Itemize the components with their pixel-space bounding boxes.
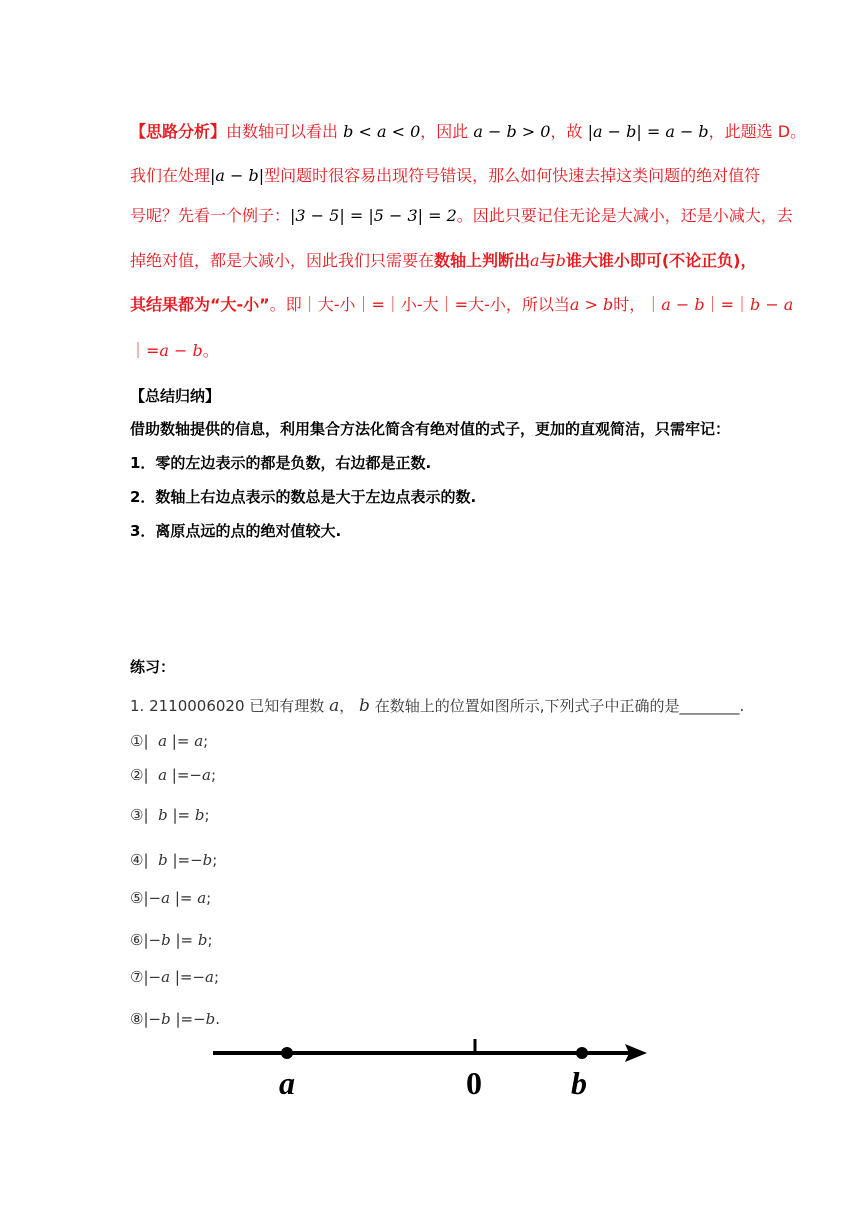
option-math: a	[194, 732, 204, 750]
option-7	[130, 968, 219, 986]
point-a	[281, 1047, 293, 1059]
analysis-emphasis: 数轴上判断出	[434, 251, 531, 270]
analysis-text: 。因此只要记住无论是大减小，还是小减大，去	[456, 206, 793, 225]
math-expression: |3 − 5| = |5 − 3| = 2	[290, 206, 457, 225]
option-8	[130, 1010, 220, 1028]
analysis-text: ，故	[550, 122, 583, 141]
option-equals: |=	[174, 968, 193, 986]
math-expression: a − b	[159, 341, 203, 360]
option-math: −b	[148, 1010, 171, 1028]
math-expression: b < a < 0	[343, 122, 421, 141]
option-3	[130, 806, 210, 824]
analysis-line-6	[130, 341, 219, 361]
summary-point: 2．数轴上右边点表示的数总是大于左边点表示的数.	[130, 488, 477, 506]
option-5	[130, 889, 211, 907]
option-2	[130, 766, 216, 784]
analysis-text: ｜=	[130, 341, 160, 360]
math-variable: b	[359, 696, 370, 716]
option-math: b	[194, 806, 205, 824]
analysis-text: 号呢？先看一个例子：	[130, 206, 291, 225]
option-4	[130, 851, 217, 869]
analysis-text: ，此题选 D。	[708, 122, 807, 141]
summary-intro: 借助数轴提供的信息，利用集合方法化简含有绝对值的式子，更加的直观简洁，只需牢记：	[130, 420, 731, 438]
option-number: ⑧|	[130, 1010, 149, 1028]
label-b: b	[571, 1065, 587, 1101]
analysis-line-5	[130, 295, 793, 315]
analysis-text: ，因此	[420, 122, 469, 141]
option-math: −b	[190, 851, 213, 869]
question-suffix: 在数轴上的位置如图所示,下列式子中正确的是________.	[374, 697, 745, 715]
option-1	[130, 732, 208, 750]
option-equals: |=	[172, 851, 191, 869]
analysis-emphasis: 谁大谁小即可(不论正负)，	[565, 251, 757, 270]
option-number: ⑤|	[130, 889, 149, 907]
option-number: ⑦|	[130, 968, 149, 986]
label-zero: 0	[466, 1065, 482, 1101]
analysis-text: 我们在处理	[130, 166, 211, 185]
analysis-line-3	[130, 206, 793, 226]
summary-point: 1．零的左边表示的都是负数，右边都是正数.	[130, 454, 432, 472]
analysis-text: 。	[202, 341, 219, 360]
option-math: b	[197, 931, 208, 949]
option-end: ;	[207, 931, 213, 949]
math-expression: b − a	[749, 295, 794, 314]
analysis-text: ｜=｜	[704, 295, 750, 314]
option-math: −a	[192, 968, 214, 986]
math-variable: a	[530, 251, 540, 270]
analysis-heading: 【思路分析】	[130, 122, 227, 141]
option-math: −a	[189, 766, 211, 784]
option-math: −a	[148, 889, 171, 907]
math-expression: a − b	[661, 295, 705, 314]
option-6	[130, 931, 213, 949]
analysis-text: 型问题时很容易出现符号错误，那么如何快速去掉这类问题的绝对值符	[264, 166, 761, 185]
analysis-text: 。即｜大-小｜=｜小-大｜=大-小，所以当	[269, 295, 570, 314]
question-text	[130, 695, 744, 716]
option-end: ;	[210, 766, 216, 784]
summary-title: 【总结归纳】	[130, 387, 221, 405]
option-equals: |=	[172, 806, 191, 824]
option-number: ①|	[130, 732, 149, 750]
practice-title: 练习：	[130, 658, 176, 676]
option-equals: |=	[175, 931, 194, 949]
analysis-text: 时，｜	[613, 295, 662, 314]
math-expression: |a − b|	[210, 166, 265, 185]
option-end: ;	[203, 732, 209, 750]
option-equals: |=	[171, 732, 190, 750]
number-line-figure	[205, 1036, 655, 1106]
option-end: ;	[212, 851, 218, 869]
math-expression: a − b > 0	[473, 122, 551, 141]
analysis-emphasis: 其结果都为“大-小”	[130, 295, 270, 314]
question-separator: ，	[339, 697, 355, 715]
option-end: ;	[204, 806, 210, 824]
analysis-line-2	[130, 166, 760, 186]
option-math: −b	[148, 931, 171, 949]
option-equals: |=	[174, 889, 193, 907]
analysis-line-4	[130, 251, 756, 271]
option-equals: |=	[175, 1010, 194, 1028]
analysis-text: 掉绝对值，都是大减小，因此我们只需要在	[130, 251, 435, 270]
math-expression: |a − b| = a − b	[587, 122, 709, 141]
label-a: a	[279, 1065, 295, 1101]
option-math: b	[158, 851, 168, 869]
option-end: .	[215, 1010, 221, 1028]
option-end: ;	[206, 889, 212, 907]
question-prefix: 1. 2110006020 已知有理数	[130, 697, 325, 715]
analysis-line-1	[130, 122, 806, 142]
option-number: ②|	[130, 766, 149, 784]
point-b	[576, 1047, 588, 1059]
option-number: ⑥|	[130, 931, 149, 949]
option-math: b	[158, 806, 168, 824]
analysis-text: 由数轴可以看出	[226, 122, 339, 141]
math-variable: a	[329, 696, 340, 716]
option-end: ;	[213, 968, 220, 986]
option-math: a	[197, 889, 207, 907]
math-variable: b	[555, 251, 566, 270]
option-equals: |=	[171, 766, 190, 784]
option-math: −a	[148, 968, 171, 986]
analysis-emphasis: 与	[539, 251, 556, 270]
option-math: a	[158, 766, 168, 784]
option-math: a	[158, 732, 168, 750]
math-expression: a > b	[569, 295, 614, 314]
option-number: ③|	[130, 806, 149, 824]
option-number: ④|	[130, 851, 149, 869]
option-math: −b	[193, 1010, 216, 1028]
summary-point: 3．离原点远的点的绝对值较大.	[130, 522, 342, 540]
